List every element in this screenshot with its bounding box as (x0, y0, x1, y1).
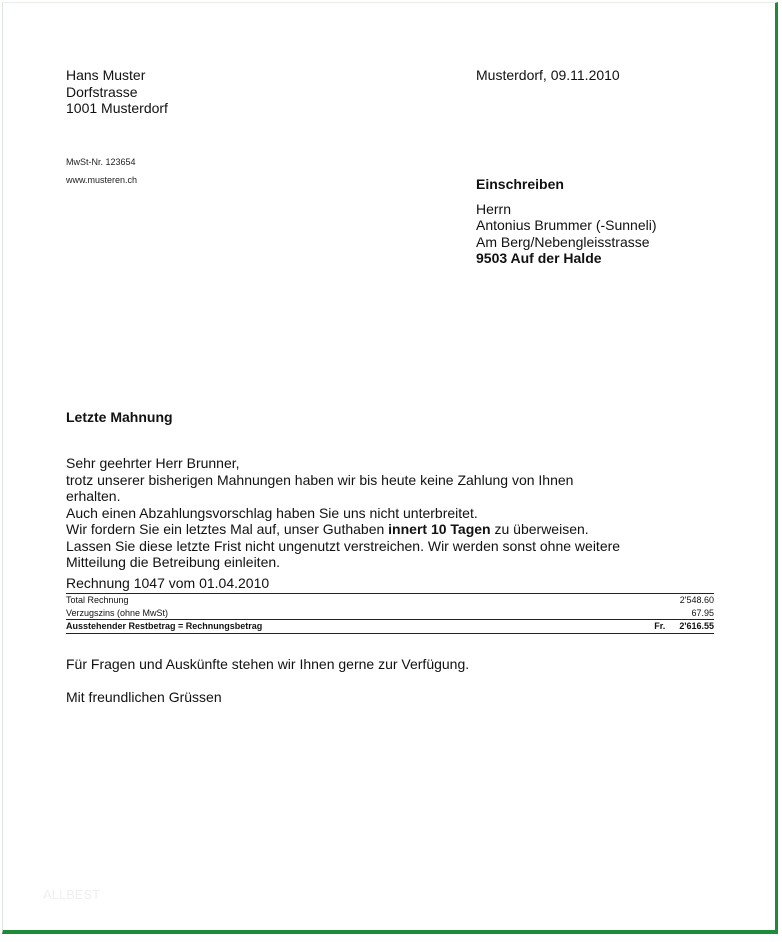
sender-city: 1001 Musterdorf (66, 100, 168, 116)
row-amount: 2'548.60 (679, 595, 714, 605)
body-line: Mitteilung die Betreibung einleiten. (66, 554, 281, 570)
total-currency: Fr. (654, 621, 666, 631)
recipient-salutation: Herrn (476, 200, 512, 217)
table-row (66, 594, 714, 607)
website: www.musteren.ch (66, 175, 138, 185)
body-line: Lassen Sie diese letzte Frist nicht ungenutzt verstreichen. Wir werden sonst ohne weitere (66, 537, 621, 554)
letter-page (2, 2, 778, 934)
sender-name: Hans Muster (66, 67, 146, 83)
recipient-address (476, 176, 657, 267)
greeting: Sehr geehrter Herr Brunner, (66, 455, 240, 471)
sender-street: Dorfstrasse (66, 83, 138, 100)
body-line: Auch einen Abzahlungsvorschlag haben Sie uns nicht unterbreitet. (66, 504, 478, 521)
closing-line: Mit freundlichen Grüssen (66, 689, 222, 705)
invoice-title: Rechnung 1047 vom 01.04.2010 (66, 575, 270, 591)
sender-address (66, 67, 168, 117)
row-value (666, 594, 714, 607)
total-amount: 2'616.55 (679, 621, 714, 631)
recipient-street: Am Berg/Nebengleisstrasse (476, 233, 650, 250)
row-label: Verzugszins (ohne MwSt) (66, 607, 169, 618)
body-line: trotz unserer bisherigen Mahnungen haben wir bis heute keine Zahlung von Ihnen erhalten. (66, 471, 574, 504)
date-line: Musterdorf, 09.11.2010 (476, 67, 620, 83)
recipient-city: 9503 Auf der Halde (476, 250, 602, 266)
questions-line: Für Fragen und Auskünfte stehen wir Ihnen gerne zur Verfügung. (66, 656, 470, 672)
invoice-table (66, 593, 714, 634)
deadline-emphasis: innert 10 Tagen (388, 521, 491, 537)
total-label: Ausstehender Restbetrag = Rechnungsbetrag (66, 621, 263, 631)
letter-body (66, 455, 626, 571)
vat-number: MwSt-Nr. 123654 (66, 157, 136, 167)
body-text: zu überweisen. (490, 521, 589, 537)
watermark: ALLBEST (43, 887, 101, 902)
delivery-method: Einschreiben (476, 176, 564, 192)
table-row (66, 607, 714, 620)
body-line-deadline (66, 521, 626, 538)
body-text: Wir fordern Sie ein letztes Mal auf, unser Guthaben (66, 521, 389, 537)
row-amount: 67.95 (691, 607, 714, 618)
table-total-row (66, 619, 714, 634)
recipient-name: Antonius Brummer (-Sunneli) (476, 217, 657, 233)
total-value (654, 620, 714, 633)
row-value (677, 607, 714, 620)
letter-subject: Letzte Mahnung (66, 409, 173, 425)
row-label: Total Rechnung (66, 595, 129, 605)
